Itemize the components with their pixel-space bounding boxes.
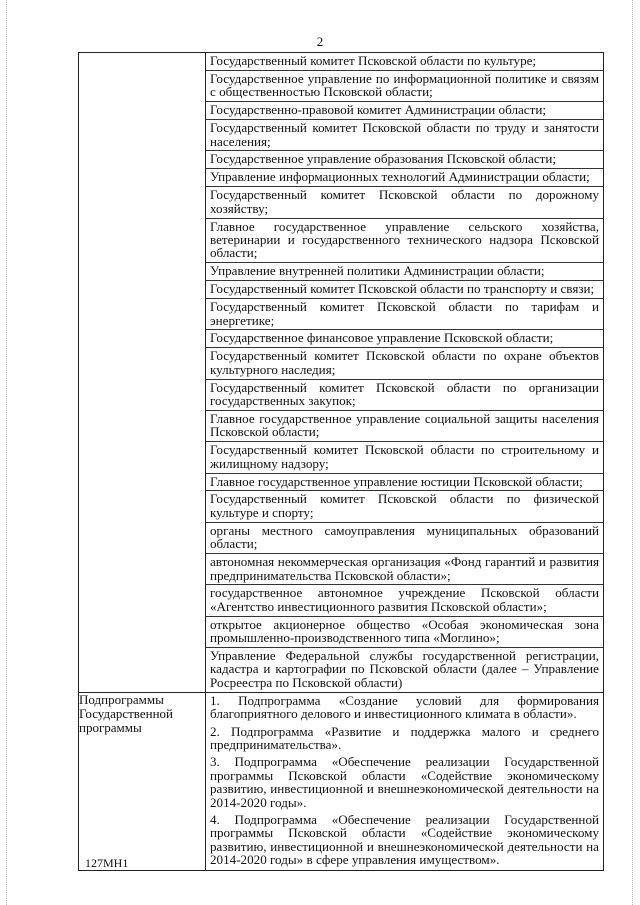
page-number: 2 <box>316 34 324 49</box>
participant-item: Государственный комитет Псковской области по тарифам и энергетике; <box>206 299 603 330</box>
row2-right-cell <box>206 692 604 870</box>
participant-item: Государственный комитет Псковской области по дорожному хозяйству; <box>206 187 603 218</box>
subprogram-item: 3. Подпрограмма «Обеспечение реализации Государственной программы Псковской области «Содействие экономическому развитию, инвестиционной и внешнеэкономической деятельности на 2014-2020 годы». <box>210 754 599 810</box>
subprogram-item: 4. Подпрограмма «Обеспечение реализации Государственной программы Псковской области «Содействие экономическому развитию, инвестиционной и внешнеэкономической деятельности на 2014-2020 годы» в сфере управления имуществом». <box>210 812 599 868</box>
participant-item: Государственный комитет Псковской области по строительному и жилищному надзору; <box>206 442 603 473</box>
row1-right-cell <box>206 53 604 693</box>
participant-item: государственное автономное учреждение Псковской области «Агентство инвестиционного развития Псковской области»; <box>206 585 603 616</box>
participant-item: Государственное управление по информационной политике и связям с общественностью Псковской области; <box>206 71 603 102</box>
participant-item: Государственный комитет Псковской области по транспорту и связи; <box>206 281 603 299</box>
participant-item: открытое акционерное общество «Особая экономическая зона промышленно-производственного типа «Моглино»; <box>206 617 603 648</box>
participant-item: Государственно-правовой комитет Администрации области; <box>206 102 603 120</box>
subprogram-item: 1. Подпрограмма «Создание условий для формирования благоприятного делового и инвестиционного климата в области». <box>210 692 599 722</box>
participant-item: Главное государственное управление юстиции Псковской области; <box>206 474 603 492</box>
participant-item: автономная некоммерческая организация «Фонд гарантий и развития предпринимательства Псковской области»; <box>206 554 603 585</box>
participant-item: Государственный комитет Псковской области по охране объектов культурного наследия; <box>206 348 603 379</box>
participant-item: Государственное финансовое управление Псковской области; <box>206 330 603 348</box>
subprogram-item: 2. Подпрограмма «Развитие и поддержка малого и среднего предпринимательства». <box>210 723 599 752</box>
participant-item: Управление информационных технологий Администрации области; <box>206 169 603 187</box>
footer-document-code: 127МН1 <box>85 856 129 870</box>
right-margin-mark <box>632 0 634 905</box>
participant-item: Главное государственное управление социальной защиты населения Псковской области; <box>206 411 603 442</box>
participant-item: Государственный комитет Псковской области по физической культуре и спорту; <box>206 491 603 522</box>
document-table <box>78 52 604 871</box>
participant-item: Государственный комитет Псковской области по труду и занятости населения; <box>206 120 603 151</box>
participant-item: Государственный комитет Псковской области по организации государственных закупок; <box>206 380 603 411</box>
left-margin-mark <box>6 0 8 905</box>
participant-item: органы местного самоуправления муниципальных образований области; <box>206 523 603 554</box>
table-row-subprograms <box>79 692 604 870</box>
participant-item: Управление внутренней политики Администрации области; <box>206 263 603 281</box>
participant-item: Управление Федеральной службы государственной регистрации, кадастра и картографии по Псковской области (далее – Управление Росреестра по Псковской области) <box>210 648 599 690</box>
table-row-participants <box>79 53 604 693</box>
participant-item: Государственное управление образования Псковской области; <box>206 151 603 169</box>
participant-item: Главное государственное управление сельского хозяйства, ветеринарии и государственного технического надзора Псковской области; <box>206 219 603 264</box>
row1-left-cell <box>79 53 206 693</box>
participant-item: Государственный комитет Псковской области по культуре; <box>206 53 603 71</box>
row2-left-cell: Подпрограммы Государственной программы <box>79 692 206 870</box>
